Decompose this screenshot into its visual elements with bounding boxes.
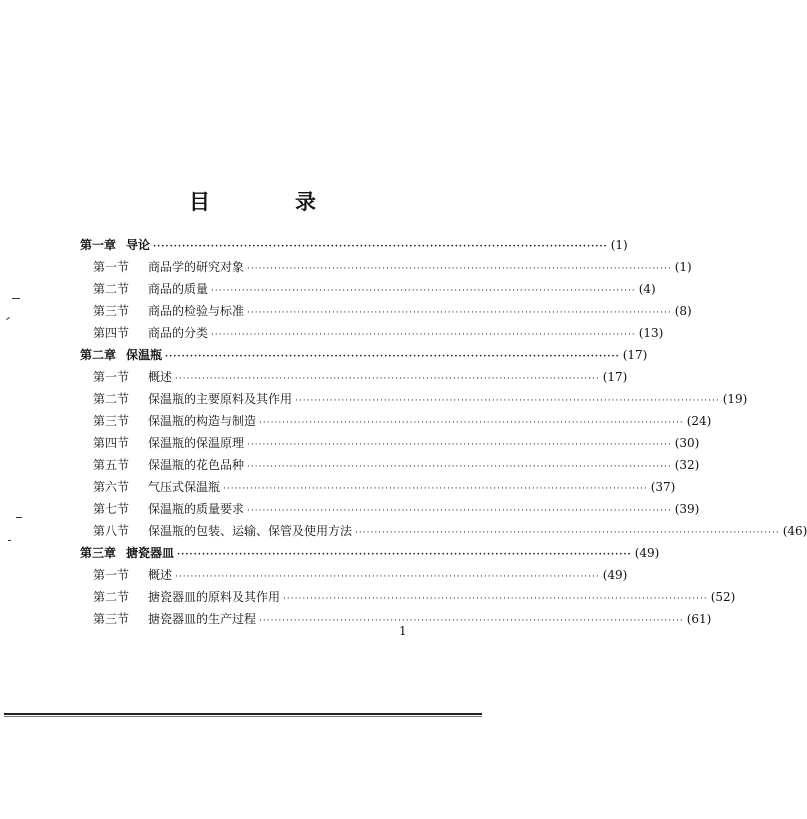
toc-page-number: (17) (602, 370, 628, 384)
toc-entry-title: 商品的分类 (148, 326, 209, 340)
page-number: 1 (399, 624, 407, 638)
toc-page-number: (32) (674, 458, 700, 472)
toc-section-number: 第六节 (93, 480, 130, 494)
toc-leader-dots (175, 566, 600, 588)
toc-leader-dots (223, 478, 648, 500)
toc-page-number: (49) (634, 546, 660, 560)
toc-section-number: 第二节 (93, 282, 130, 296)
scan-mark (12, 298, 20, 299)
toc-leader-dots (259, 610, 684, 632)
toc-section-row[interactable] (80, 454, 700, 476)
toc-section-row[interactable] (80, 278, 656, 300)
toc-section-row[interactable] (80, 410, 712, 432)
toc-chapter-row[interactable] (80, 344, 648, 366)
toc-entry-title: 保温瓶的构造与制造 (148, 414, 257, 428)
toc-leader-dots (283, 588, 708, 610)
toc-section-number: 第五节 (93, 458, 130, 472)
toc-entry-title: 商品学的研究对象 (148, 260, 245, 274)
toc-page-number: (17) (622, 348, 648, 362)
toc-section-number: 第三章 (80, 546, 117, 560)
toc-leader-dots (211, 324, 636, 346)
toc-section-row[interactable] (80, 586, 736, 608)
toc-entry-title: 搪瓷器皿的原料及其作用 (148, 590, 281, 604)
toc-leader-dots (247, 302, 672, 324)
toc-entry-title: 搪瓷器皿的生产过程 (148, 612, 257, 626)
toc-leader-dots (355, 522, 780, 544)
toc-leader-dots (177, 544, 632, 566)
toc-leader-dots (211, 280, 636, 302)
toc-page-number: (30) (674, 436, 700, 450)
toc-leader-dots (247, 434, 672, 456)
toc-page-number: (1) (674, 260, 692, 274)
toc-section-number: 第七节 (93, 502, 130, 516)
toc-section-number: 第二节 (93, 392, 130, 406)
toc-entry-title: 概述 (148, 370, 173, 384)
toc-section-number: 第三节 (93, 304, 130, 318)
toc-entry-title: 气压式保温瓶 (148, 480, 221, 494)
toc-page-number: (4) (638, 282, 656, 296)
toc-entry-title: 保温瓶的保温原理 (148, 436, 245, 450)
toc-page-number: (49) (602, 568, 628, 582)
toc-page-number: (37) (650, 480, 676, 494)
toc-leader-dots (175, 368, 600, 390)
toc-section-row[interactable] (80, 564, 628, 586)
toc-page-number: (46) (782, 524, 807, 538)
toc-section-number: 第四节 (93, 436, 130, 450)
toc-page-number: (1) (610, 238, 628, 252)
toc-entry-title: 概述 (148, 568, 173, 582)
toc-section-number: 第八节 (93, 524, 130, 538)
toc-section-number: 第一节 (93, 260, 130, 274)
toc-leader-dots (153, 236, 608, 258)
toc-leader-dots (247, 500, 672, 522)
toc-entry-title: 保温瓶的主要原料及其作用 (148, 392, 293, 406)
toc-leader-dots (247, 258, 672, 280)
toc-leader-dots (165, 346, 620, 368)
toc-entry-title: 保温瓶 (126, 348, 163, 362)
toc-entry-title: 保温瓶的花色品种 (148, 458, 245, 472)
toc-chapter-row[interactable] (80, 542, 660, 564)
toc-leader-dots (247, 456, 672, 478)
toc-section-row[interactable] (80, 256, 692, 278)
toc-leader-dots (295, 390, 720, 412)
toc-page-number: (61) (686, 612, 712, 626)
toc-section-number: 第二节 (93, 590, 130, 604)
toc-section-row[interactable] (80, 388, 748, 410)
toc-entry-title: 保温瓶的质量要求 (148, 502, 245, 516)
toc-section-row[interactable] (80, 498, 700, 520)
scan-mark (8, 540, 11, 541)
toc-entry-title: 搪瓷器皿 (126, 546, 175, 560)
toc-section-row[interactable] (80, 366, 628, 388)
toc-section-number: 第四节 (93, 326, 130, 340)
toc-chapter-row[interactable] (80, 234, 628, 256)
toc-entry-title: 导论 (126, 238, 151, 252)
toc-entry-title: 商品的检验与标准 (148, 304, 245, 318)
toc-entry-title: 保温瓶的包装、运输、保管及使用方法 (148, 524, 353, 538)
toc-entry-title: 商品的质量 (148, 282, 209, 296)
toc-section-number: 第一节 (93, 370, 130, 384)
page-title: 目 录 (189, 190, 348, 214)
toc-section-number: 第三节 (93, 414, 130, 428)
toc-page-number: (19) (722, 392, 748, 406)
toc-page-number: (52) (710, 590, 736, 604)
toc-page-number: (13) (638, 326, 664, 340)
toc-section-row[interactable] (80, 322, 664, 344)
toc-section-number: 第一章 (80, 238, 117, 252)
table-of-contents (80, 234, 807, 630)
toc-page-number: (8) (674, 304, 692, 318)
toc-section-number: 第一节 (93, 568, 130, 582)
toc-page-number: (24) (686, 414, 712, 428)
scan-mark (16, 517, 22, 518)
toc-page-number: (39) (674, 502, 700, 516)
toc-section-number: 第三节 (93, 612, 130, 626)
scan-mark (6, 317, 10, 320)
toc-section-row[interactable] (80, 476, 676, 498)
bottom-rule-shadow (4, 716, 482, 717)
toc-section-number: 第二章 (80, 348, 117, 362)
bottom-rule (4, 713, 482, 715)
toc-section-row[interactable] (80, 608, 712, 630)
toc-section-row[interactable] (80, 432, 700, 454)
toc-section-row[interactable] (80, 300, 692, 322)
toc-section-row[interactable] (80, 520, 807, 542)
toc-leader-dots (259, 412, 684, 434)
